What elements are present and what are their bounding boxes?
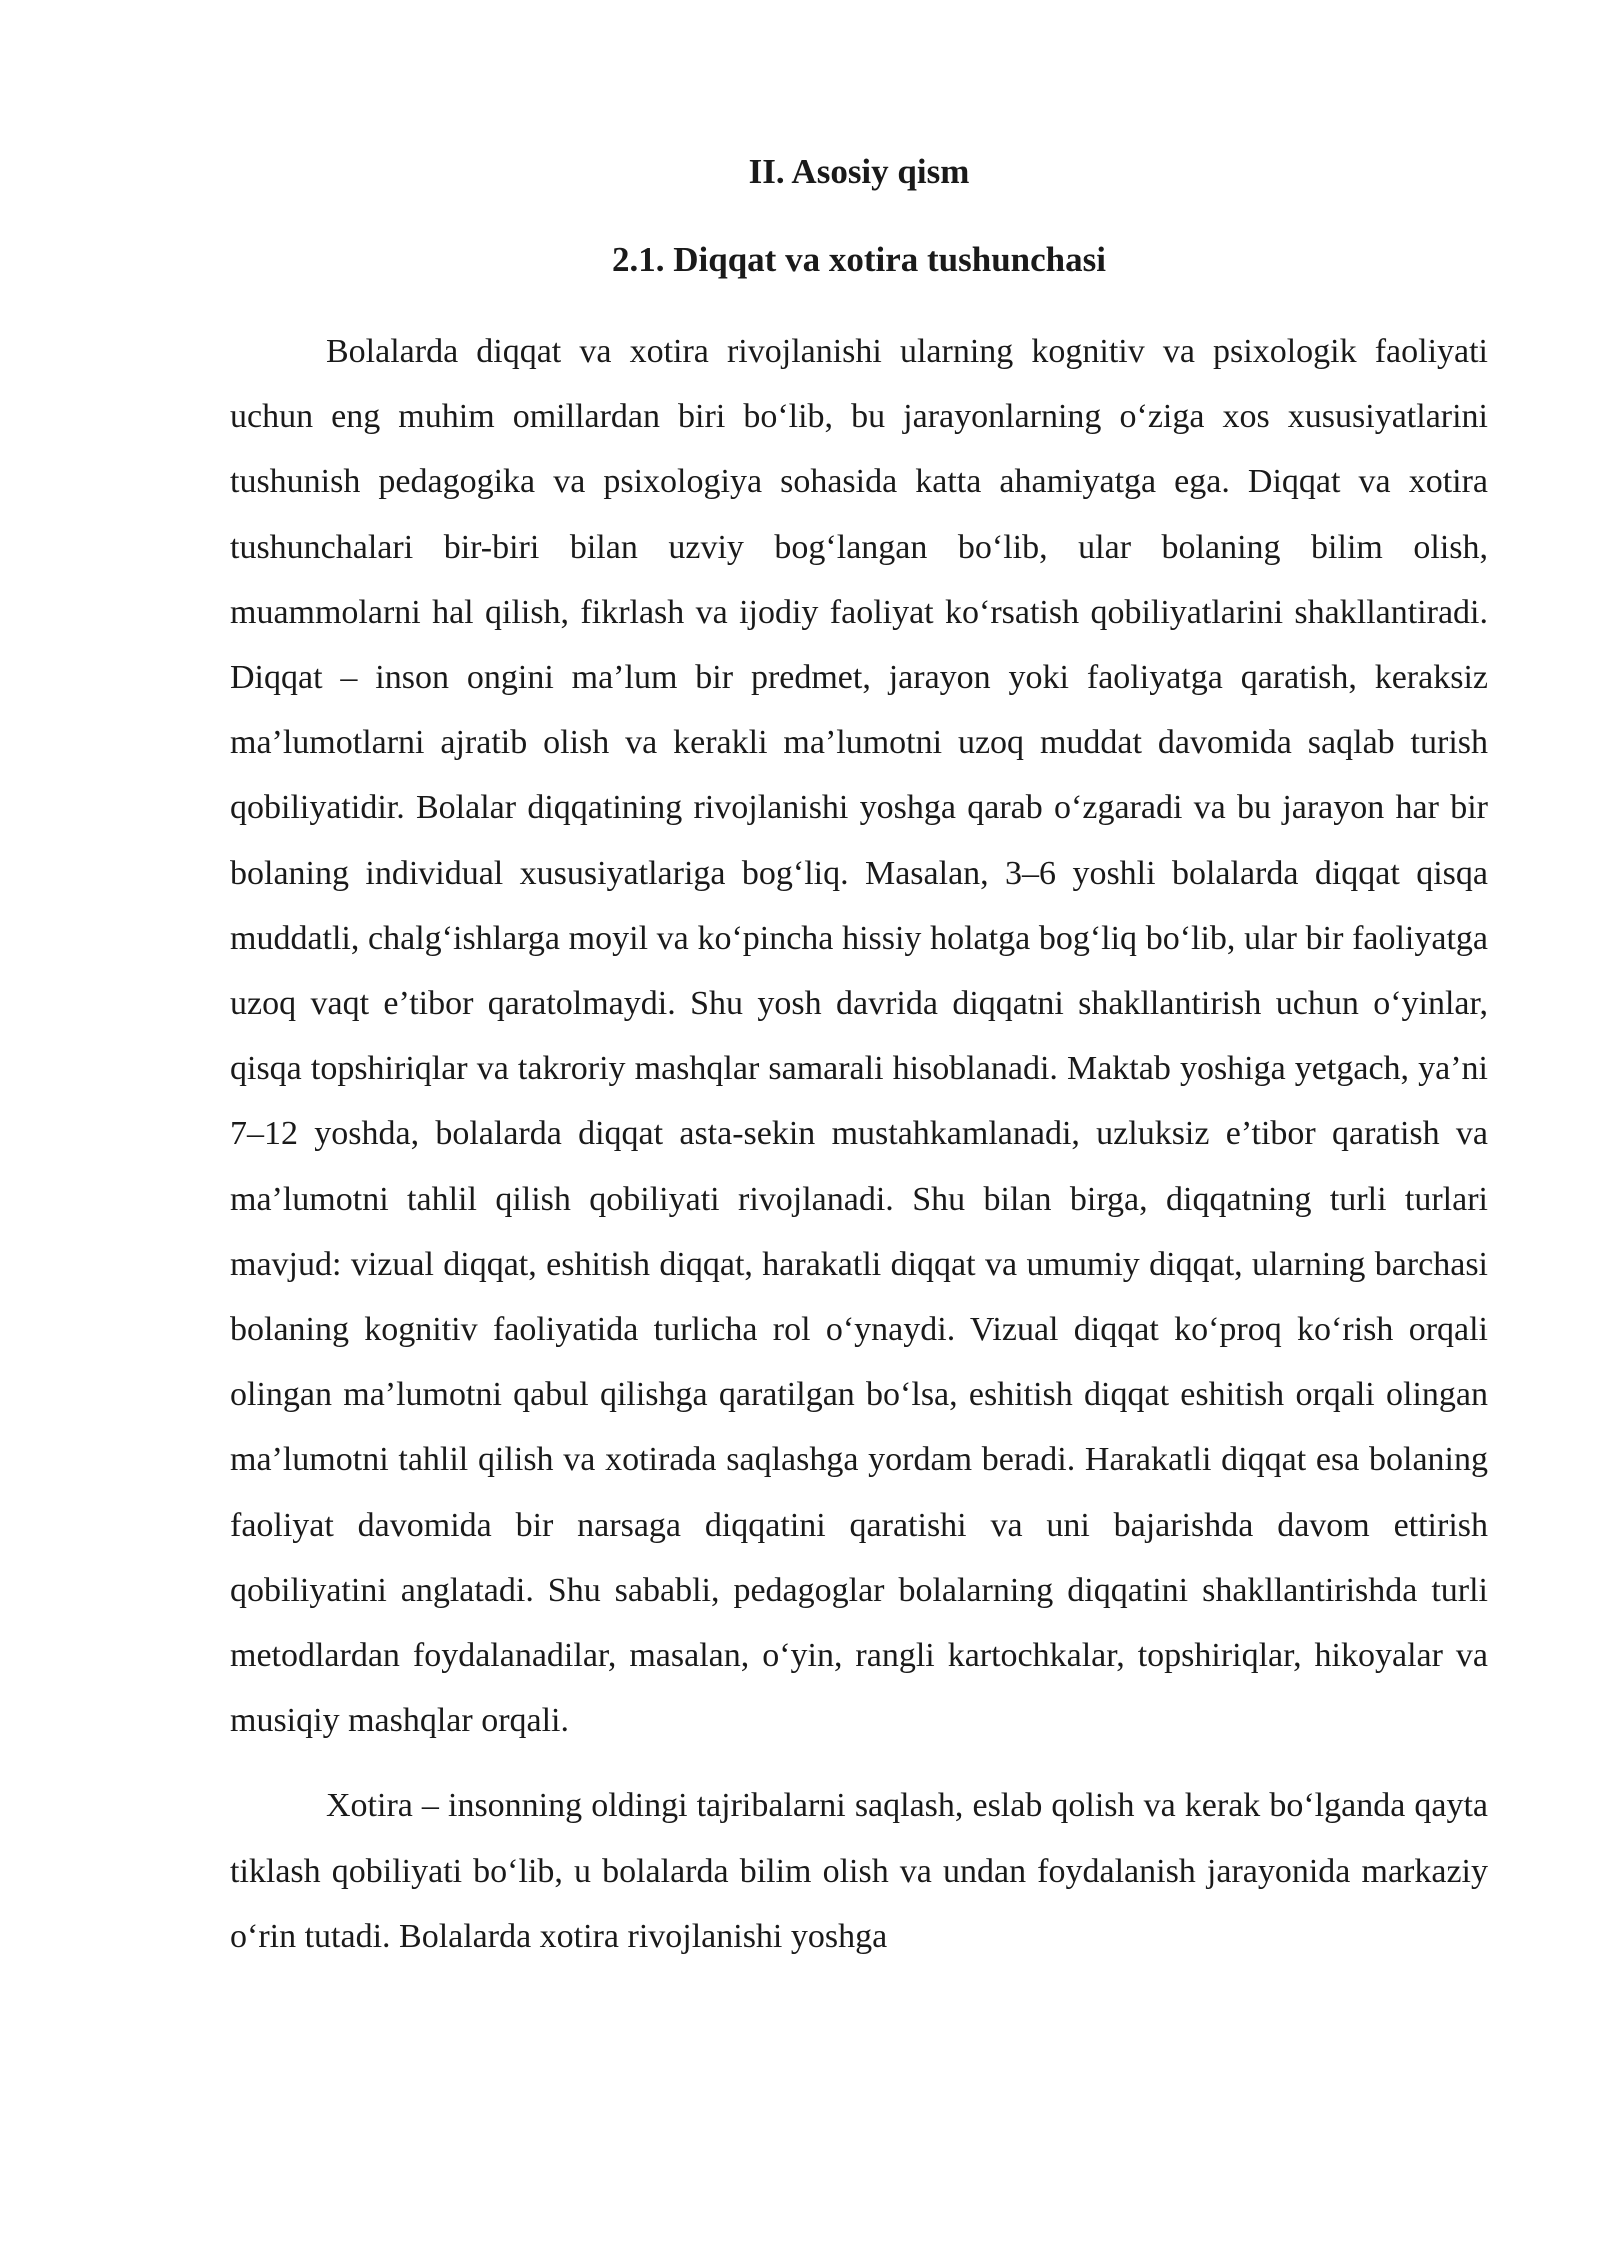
body-paragraph: Xotira – insonning oldingi tajribalarni saqlash, eslab qolish va kerak bo‘lganda qayta tiklash qobiliyati bo‘lib, u bolalarda bilim olish va undan foydalanish jarayonida markaziy o‘rin tutadi. Bolalarda xotira rivojlanishi yoshga <box>230 1787 1488 1955</box>
document-body <box>230 148 1488 1969</box>
section-title: II. Asosiy qism <box>748 152 970 191</box>
subsection-title: 2.1. Diqqat va xotira tushunchasi <box>612 240 1106 279</box>
body-paragraph: Bolalarda diqqat va xotira rivojlanishi ularning kognitiv va psixologik faoliyati uchun eng muhim omillardan biri bo‘lib, bu jarayonlarning o‘ziga xos xususiyatlarini tushunish pedagogika va psixologiya sohasida katta ahamiyatga ega. Diqqat va xotira tushunchalari bir-biri bilan uzviy bog‘langan bo‘lib, ular bolaning bilim olish, muammolarni hal qilish, fikrlash va ijodiy faoliyat ko‘rsatish qobiliyatlarini shakllantiradi. Diqqat – inson ongini ma’lum bir predmet, jarayon yoki faoliyatga qaratish, keraksiz ma’lumotlarni ajratib olish va kerakli ma’lumotni uzoq muddat davomida saqlab turish qobiliyatidir. Bolalar diqqatining rivojlanishi yoshga qarab o‘zgaradi va bu jarayon har bir bolaning individual xususiyatlariga bog‘liq. Masalan, 3–6 yoshli bolalarda diqqat qisqa muddatli, chalg‘ishlarga moyil va ko‘pincha hissiy holatga bog‘liq bo‘lib, ular bir faoliyatga uzoq vaqt e’tibor qaratolmaydi. Shu yosh davrida diqqatni shakllantirish uchun o‘yinlar, qisqa topshiriqlar va takroriy mashqlar samarali hisoblanadi. Maktab yoshiga yetgach, ya’ni 7–12 yoshda, bolalarda diqqat asta-sekin mustahkamlanadi, uzluksiz e’tibor qaratish va ma’lumotni tahlil qilish qobiliyati rivojlanadi. Shu bilan birga, diqqatning turli turlari mavjud: vizual diqqat, eshitish diqqat, harakatli diqqat va umumiy diqqat, ularning barchasi bolaning kognitiv faoliyatida turlicha rol o‘ynaydi. Vizual diqqat ko‘proq ko‘rish orqali olingan ma’lumotni qabul qilishga qaratilgan bo‘lsa, eshitish diqqat eshitish orqali olingan ma’lumotni tahlil qilish va xotirada saqlashga yordam beradi. Harakatli diqqat esa bolaning faoliyat davomida bir narsaga diqqatini qaratishi va uni bajarishda davom ettirish qobiliyatini anglatadi. Shu sababli, pedagoglar bolalarning diqqatini shakllantirishda turli metodlardan foydalanadilar, masalan, o‘yin, rangli kartochkalar, topshiriqlar, hikoyalar va musiqiy mashqlar orqali. <box>230 333 1488 1740</box>
